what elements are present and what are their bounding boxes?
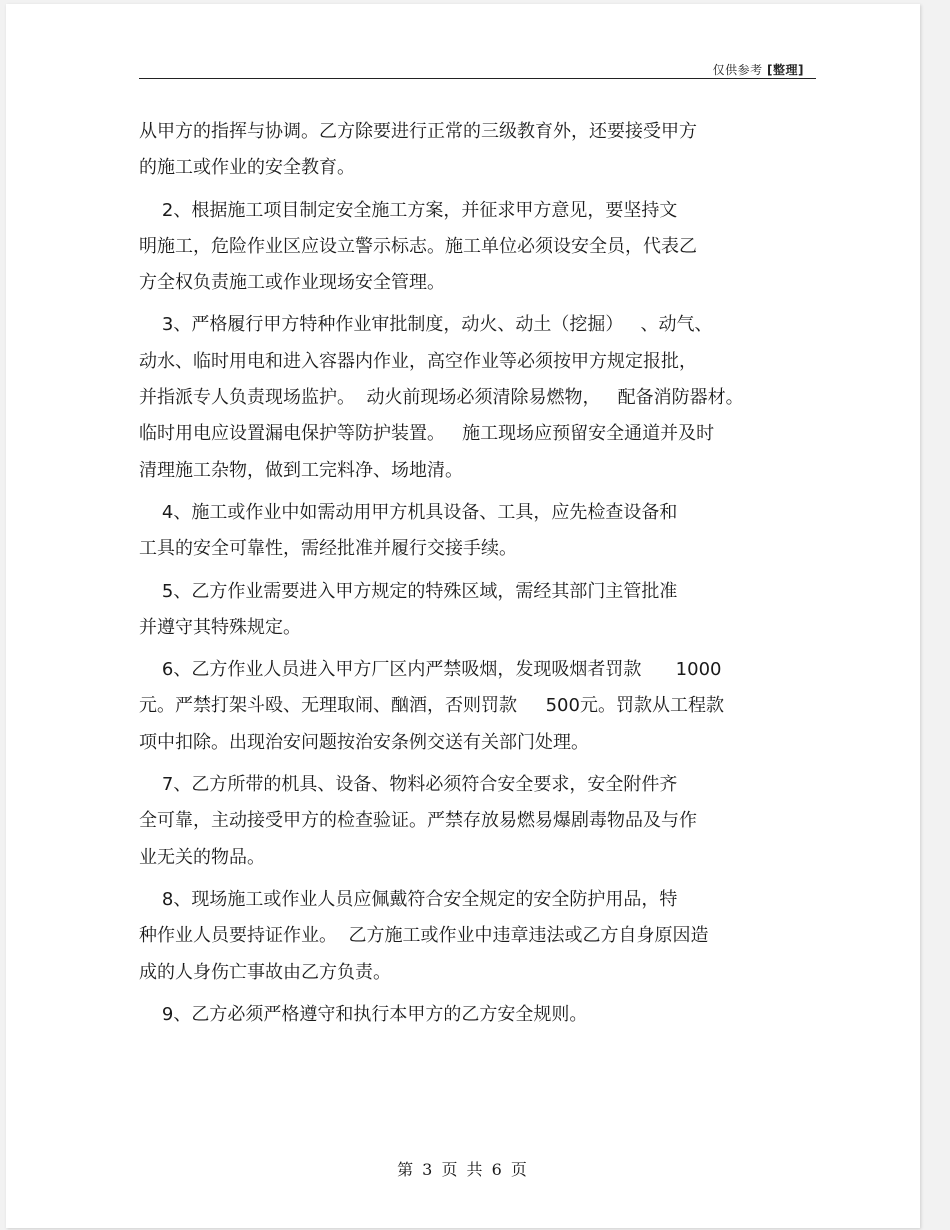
text-line: 并遵守其特殊规定。 xyxy=(139,616,301,638)
paragraph xyxy=(139,652,839,761)
text-line: 7、乙方所带的机具、设备、物料必须符合安全要求，安全附件齐 xyxy=(139,774,678,796)
text-line: 元。严禁打架斗殴、无理取闹、酗酒，否则罚款 500元。罚款从工程款 xyxy=(139,695,724,717)
paragraph xyxy=(139,307,839,488)
text-line: 6、乙方作业人员进入甲方厂区内严禁吸烟，发现吸烟者罚款 1000 xyxy=(139,659,722,681)
paragraph xyxy=(139,114,839,187)
text-line: 项中扣除。出现治安问题按治安条例交送有关部门处理。 xyxy=(139,731,589,753)
text-line: 3、严格履行甲方特种作业审批制度，动火、动土（挖掘） 、动气、 xyxy=(139,314,713,336)
header-bracket: [整理] xyxy=(767,63,804,77)
text-line: 清理施工杂物，做到工完料净、场地清。 xyxy=(139,459,463,481)
text-line: 9、乙方必须严格遵守和执行本甲方的乙方安全规则。 xyxy=(139,1003,588,1025)
text-line: 4、施工或作业中如需动用甲方机具设备、工具，应先检查设备和 xyxy=(139,501,678,523)
text-line: 明施工，危险作业区应设立警示标志。施工单位必须设安全员，代表乙 xyxy=(139,235,697,257)
text-line: 种作业人员要持证作业。 乙方施工或作业中违章违法或乙方自身原因造 xyxy=(139,925,709,947)
text-line: 成的人身伤亡事故由乙方负责。 xyxy=(139,961,391,983)
paragraph xyxy=(139,997,839,1033)
text-line: 2、根据施工项目制定安全施工方案，并征求甲方意见，要坚持文 xyxy=(139,199,678,221)
page-footer: 第 3 页 共 6 页 xyxy=(397,1160,529,1179)
text-line: 8、现场施工或作业人员应佩戴符合安全规定的安全防护用品，特 xyxy=(139,888,678,910)
header-label: 仅供参考 xyxy=(712,63,763,77)
text-line: 全可靠，主动接受甲方的检查验证。严禁存放易燃易爆剧毒物品及与作 xyxy=(139,810,697,832)
text-line: 并指派专人负责现场监护。 动火前现场必须清除易燃物， 配备消防器材。 xyxy=(139,387,744,409)
document-page xyxy=(6,4,920,1228)
paragraph xyxy=(139,882,839,991)
text-line: 动水、临时用电和进入容器内作业，高空作业等必须按甲方规定报批， xyxy=(139,350,697,372)
header-divider xyxy=(139,78,816,79)
text-line: 的施工或作业的安全教育。 xyxy=(139,157,355,179)
text-line: 从甲方的指挥与协调。乙方除要进行正常的三级教育外，还要接受甲方 xyxy=(139,121,697,142)
text-line: 业无关的物品。 xyxy=(139,846,265,868)
page-header xyxy=(713,61,804,78)
text-line: 临时用电应设置漏电保护等防护装置。 施工现场应预留安全通道并及时 xyxy=(139,423,715,445)
text-line: 工具的安全可靠性，需经批准并履行交接手续。 xyxy=(139,538,517,560)
paragraph xyxy=(139,193,839,302)
text-line: 5、乙方作业需要进入甲方规定的特殊区域，需经其部门主管批准 xyxy=(139,580,678,602)
document-body xyxy=(139,114,839,1033)
paragraph xyxy=(139,574,839,647)
paragraph xyxy=(139,495,839,568)
paragraph xyxy=(139,767,839,876)
text-line: 方全权负责施工或作业现场安全管理。 xyxy=(139,272,445,294)
